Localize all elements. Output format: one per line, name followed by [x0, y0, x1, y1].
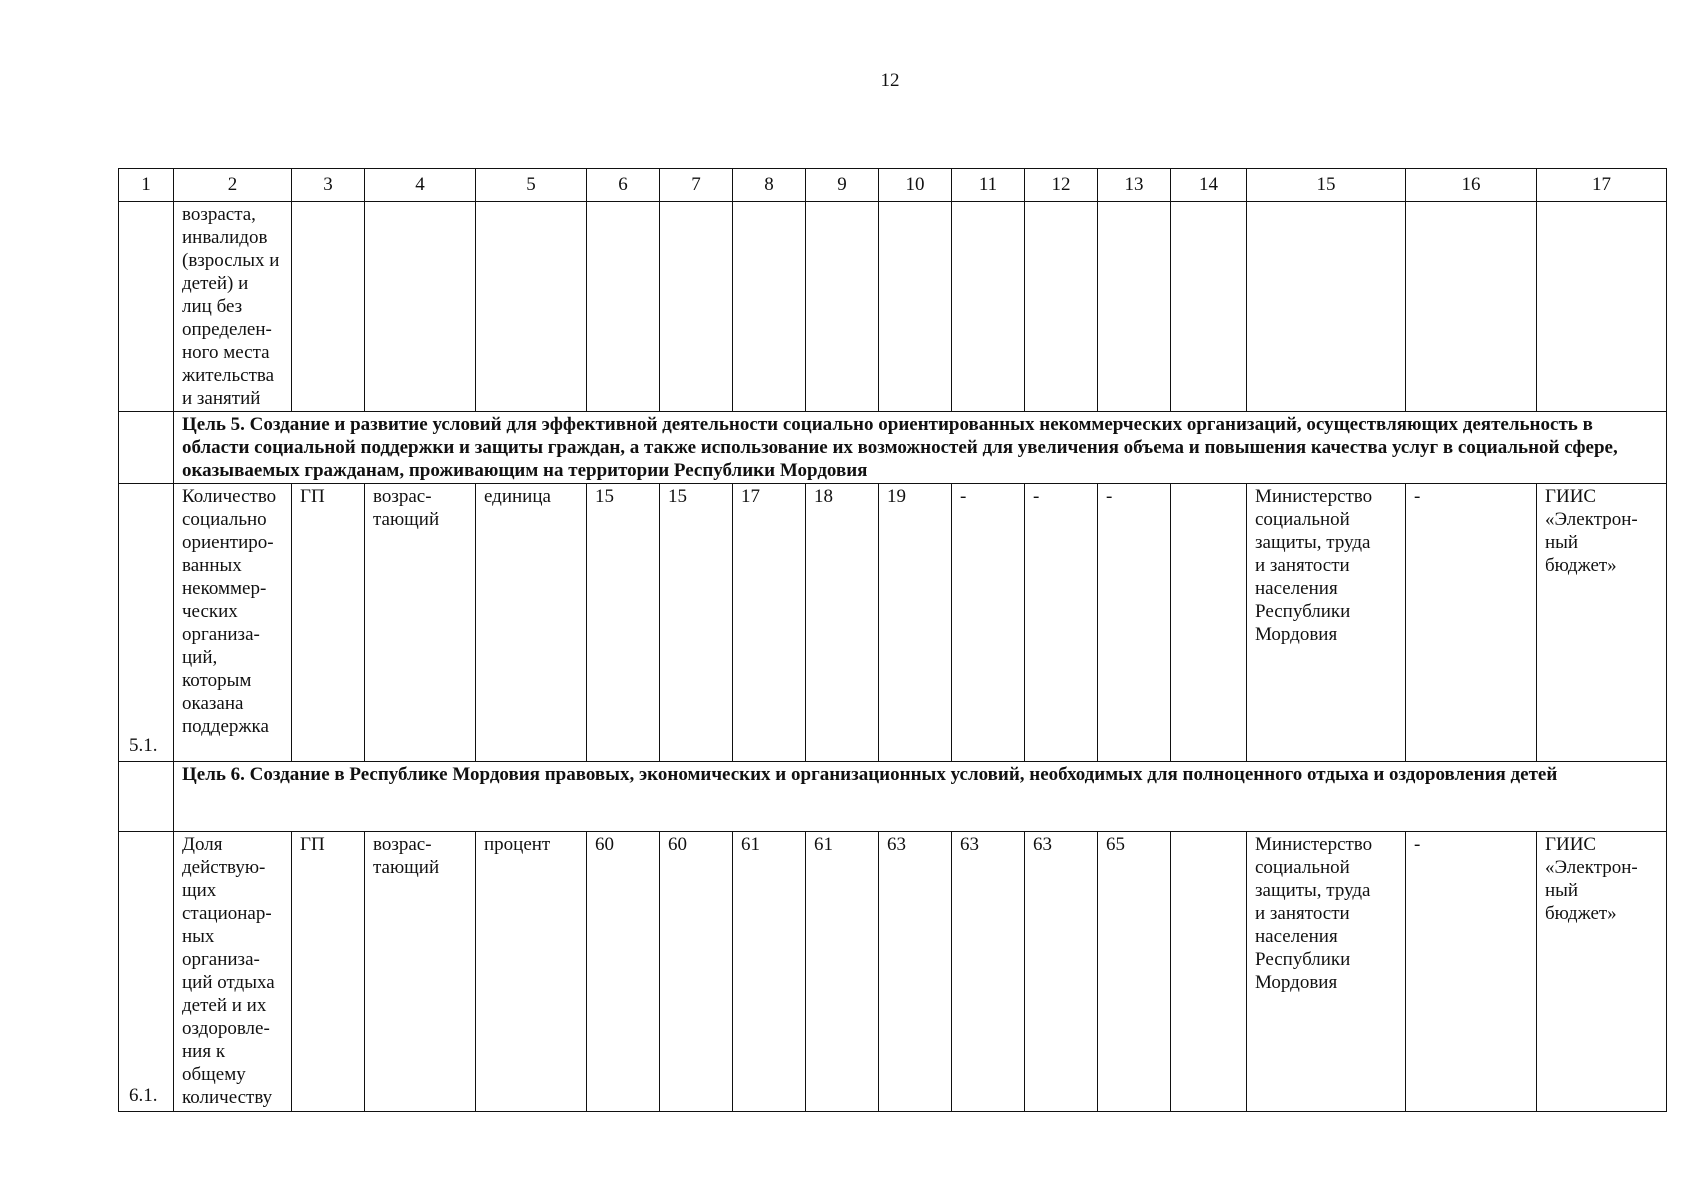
empty-cell: [952, 202, 1025, 412]
goal-6-text: Цель 6. Создание в Республике Мордовия правовых, экономических и организационных условий, необходимых для полноценного отдыха и оздоровления детей: [174, 762, 1667, 832]
value-cell: 15: [660, 484, 733, 762]
indicator-direction: возрас- тающий: [365, 832, 476, 1112]
empty-cell: [1537, 202, 1667, 412]
empty-cell: [1171, 202, 1247, 412]
header-cell: 16: [1406, 169, 1537, 202]
value-cell: [1171, 484, 1247, 762]
page-number: 12: [880, 70, 900, 91]
indicator-name-continued: возраста, инвалидов (взрослых и детей) и лиц без определен- ного места жительства и занятий: [174, 202, 292, 412]
responsible-body: Министерство социальной защиты, труда и занятости населения Республики Мордовия: [1247, 484, 1406, 762]
value-cell: -: [1025, 484, 1098, 762]
continuation-row: [119, 202, 1667, 412]
empty-cell: [292, 202, 365, 412]
header-cell: 13: [1098, 169, 1171, 202]
value-cell: [1171, 832, 1247, 1112]
responsible-body: Министерство социальной защиты, труда и занятости населения Республики Мордовия: [1247, 832, 1406, 1112]
empty-cell: [119, 762, 174, 832]
row-number: 5.1.: [119, 484, 174, 762]
empty-cell: [1025, 202, 1098, 412]
header-cell: 12: [1025, 169, 1098, 202]
value-cell: 61: [733, 832, 806, 1112]
header-cell: 6: [587, 169, 660, 202]
value-cell: -: [952, 484, 1025, 762]
empty-cell: [806, 202, 879, 412]
indicator-name: Количество социально ориентиро- ванных некоммер- ческих организа- ций, которым оказана поддержка: [174, 484, 292, 762]
value-cell: -: [1098, 484, 1171, 762]
header-cell: 5: [476, 169, 587, 202]
indicator-unit: единица: [476, 484, 587, 762]
value-cell: 19: [879, 484, 952, 762]
empty-cell: [476, 202, 587, 412]
header-cell: 7: [660, 169, 733, 202]
header-cell: 1: [119, 169, 174, 202]
indicator-name: Доля действую- щих стационар- ных организа- ций отдыха детей и их оздоровле- ния к общему количеству: [174, 832, 292, 1112]
goal-5-text: Цель 5. Создание и развитие условий для эффективной деятельности социально ориентированных некоммерческих организаций, осуществляющих деятельность в области социальной поддержки и защиты граждан, а также использование их возможностей для увеличения объема и повышения качества услуг в социальной сфере, оказываемых гражданам, проживающим на территории Республики Мордовия: [174, 412, 1667, 484]
header-row: [119, 169, 1667, 202]
goal-5-row: [119, 412, 1667, 484]
indicator-row-6-1: [119, 832, 1667, 1112]
value-cell: 65: [1098, 832, 1171, 1112]
header-cell: 4: [365, 169, 476, 202]
header-cell: 14: [1171, 169, 1247, 202]
empty-cell: [365, 202, 476, 412]
value-cell: 61: [806, 832, 879, 1112]
empty-cell: [1247, 202, 1406, 412]
header-cell: 3: [292, 169, 365, 202]
header-cell: 8: [733, 169, 806, 202]
empty-cell: [119, 412, 174, 484]
indicator-direction: возрас- тающий: [365, 484, 476, 762]
value-cell: 63: [1025, 832, 1098, 1112]
value-cell: 60: [587, 832, 660, 1112]
empty-cell: [119, 202, 174, 412]
indicator-row-5-1: [119, 484, 1667, 762]
empty-cell: [660, 202, 733, 412]
value-cell: 63: [879, 832, 952, 1112]
indicator-level: ГП: [292, 484, 365, 762]
empty-cell: [587, 202, 660, 412]
header-cell: 15: [1247, 169, 1406, 202]
indicators-table: [118, 168, 1667, 1112]
data-source: ГИИС «Электрон- ный бюджет»: [1537, 832, 1667, 1112]
header-cell: 11: [952, 169, 1025, 202]
indicator-level: ГП: [292, 832, 365, 1112]
related-indicator: -: [1406, 484, 1537, 762]
empty-cell: [879, 202, 952, 412]
header-cell: 10: [879, 169, 952, 202]
indicator-unit: процент: [476, 832, 587, 1112]
empty-cell: [1406, 202, 1537, 412]
value-cell: 15: [587, 484, 660, 762]
row-number: 6.1.: [119, 832, 174, 1112]
related-indicator: -: [1406, 832, 1537, 1112]
header-cell: 17: [1537, 169, 1667, 202]
goal-6-row: [119, 762, 1667, 832]
value-cell: 17: [733, 484, 806, 762]
empty-cell: [1098, 202, 1171, 412]
header-cell: 2: [174, 169, 292, 202]
value-cell: 63: [952, 832, 1025, 1112]
header-cell: 9: [806, 169, 879, 202]
data-source: ГИИС «Электрон- ный бюджет»: [1537, 484, 1667, 762]
value-cell: 18: [806, 484, 879, 762]
value-cell: 60: [660, 832, 733, 1112]
empty-cell: [733, 202, 806, 412]
